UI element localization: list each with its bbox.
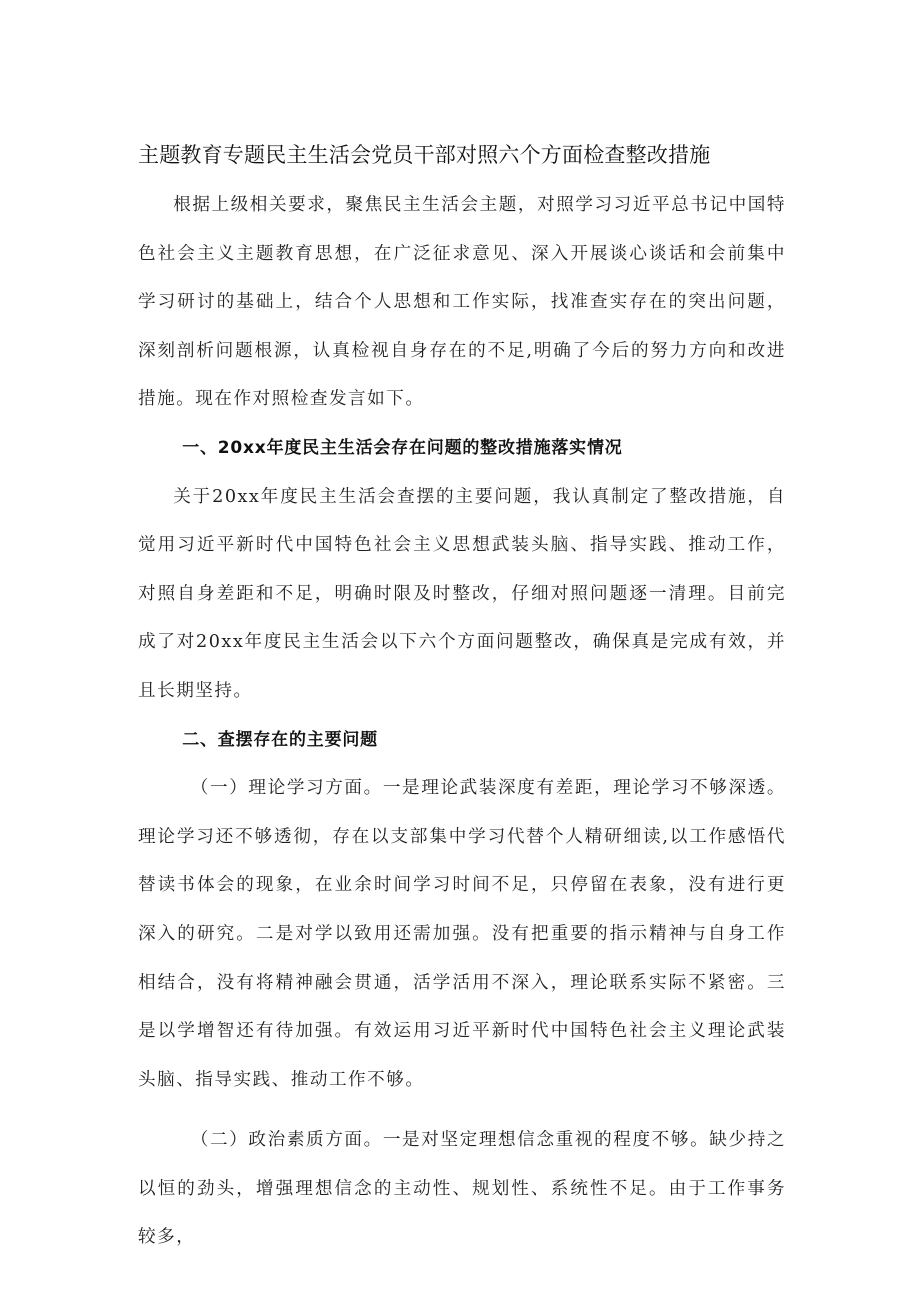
item-2-paragraph: （二）政治素质方面。一是对坚定理想信念重视的程度不够。缺少持之以恒的劲头，增强理想信念的主动性、规划性、系统性不足。由于工作事务较多， — [138, 1130, 786, 1248]
section-2-heading: 二、查摆存在的主要问题 — [182, 729, 378, 750]
intro-paragraph: 根据上级相关要求，聚焦民主生活会主题，对照学习习近平总书记中国特色社会主义主题教育思想，在广泛征求意见、深入开展谈心谈话和会前集中学习研讨的基础上，结合个人思想和工作实际，找准查实存在的突出问题，深刻剖析问题根源，认真检视自身存在的不足,明确了今后的努力方向和改进措施。现在作对照检查发言如下。 — [138, 195, 786, 410]
section-1-heading: 一、20xx年度民主生活会存在问题的整改措施落实情况 — [182, 437, 623, 458]
item-1-paragraph: （一）理论学习方面。一是理论武装深度有差距，理论学习不够深透。理论学习还不够透彻，存在以支部集中学习代替个人精研细读,以工作感悟代替读书体会的现象，在业余时间学习时间不足，只停留在表象，没有进行更深入的研究。二是对学以致用还需加强。没有把重要的指示精神与自身工作相结合，没有将精神融会贯通，活学活用不深入，理论联系实际不紧密。三是以学增智还有待加强。有效运用习近平新时代中国特色社会主义理论武装头脑、指导实践、推动工作不够。 — [138, 778, 786, 1090]
document-title: 主题教育专题民主生活会党员干部对照六个方面检查整改措施 — [138, 143, 711, 167]
paragraph-gap — [138, 1104, 786, 1116]
section-1-paragraph: 关于20xx年度民主生活会查摆的主要问题，我认真制定了整改措施，自觉用习近平新时代中国特色社会主义思想武装头脑、指导实践、推动工作，对照自身差距和不足，明确时限及时整改，仔细对照问题逐一清理。目前完成了对20xx年度民主生活会以下六个方面问题整改，确保真是完成有效，并且长期坚持。 — [138, 486, 786, 701]
document-body — [138, 181, 786, 1262]
